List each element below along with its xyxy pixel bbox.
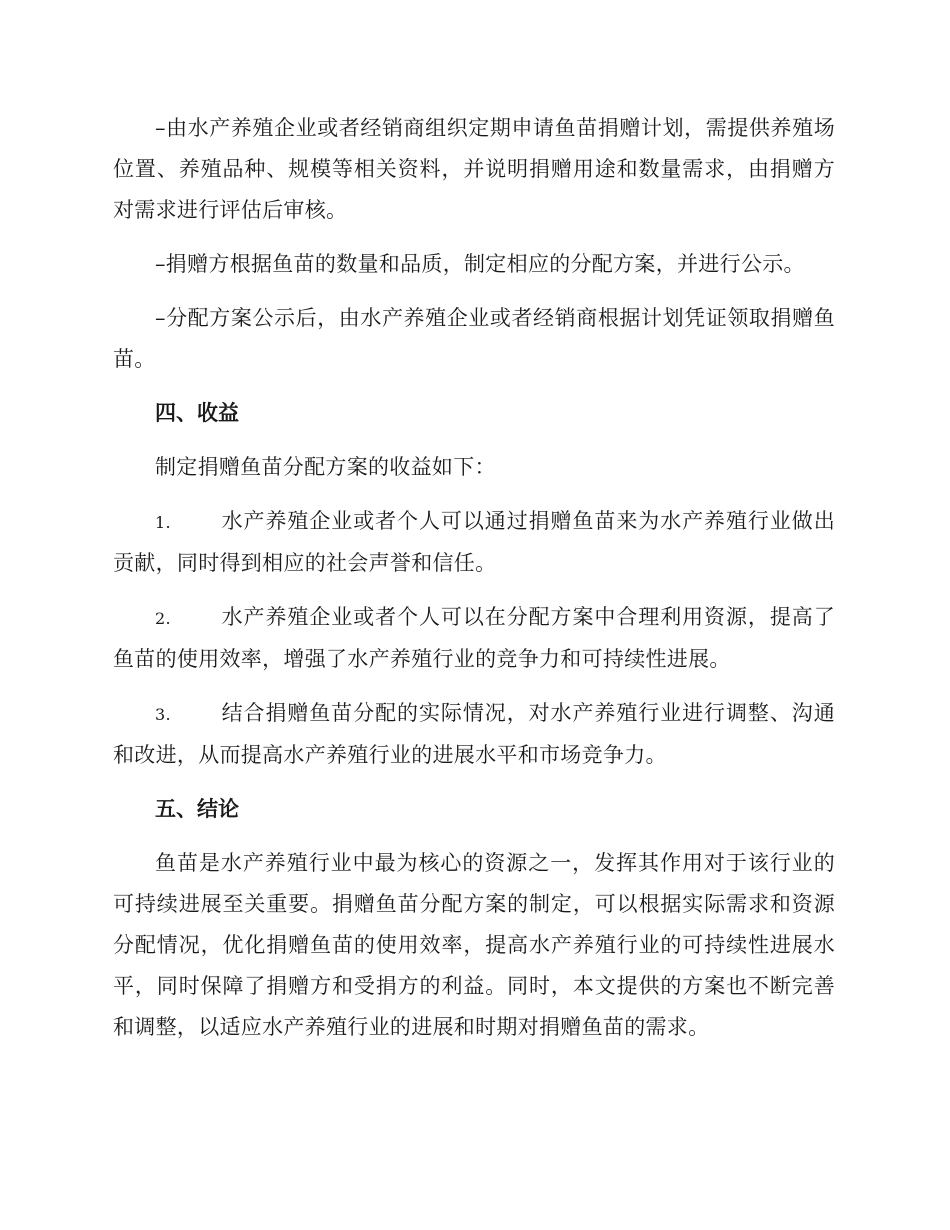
paragraph-application: –由水产养殖企业或者经销商组织定期申请鱼苗捐赠计划，需提供养殖场位置、养殖品种、规模等相关资料，并说明捐赠用途和数量需求，由捐赠方对需求进行评估后审核。 [113, 116, 835, 222]
list-item-text: 水产养殖企业或者个人可以通过捐赠鱼苗来为水产养殖行业做出贡献，同时得到相应的社会声誉和信任。 [113, 509, 835, 575]
list-number: 3. [155, 705, 171, 724]
list-number: 2. [155, 609, 171, 628]
section-heading-benefits: 四、收益 [155, 401, 239, 425]
list-number: 1. [155, 513, 171, 532]
paragraph-collection: –分配方案公示后，由水产养殖企业或者经销商根据计划凭证领取捐赠鱼苗。 [113, 306, 835, 371]
paragraph-distribution-plan: –捐赠方根据鱼苗的数量和品质，制定相应的分配方案，并进行公示。 [155, 252, 805, 276]
section-heading-conclusion: 五、结论 [155, 797, 239, 821]
benefit-item-2 [113, 597, 835, 680]
conclusion-paragraph: 鱼苗是水产养殖行业中最为核心的资源之一，发挥其作用对于该行业的可持续进展至关重要。捐赠鱼苗分配方案的制定，可以根据实际需求和资源分配情况，优化捐赠鱼苗的使用效率，提高水产养殖行业的可持续性进展水平，同时保障了捐赠方和受捐方的利益。同时，本文提供的方案也不断完善和调整，以适应水产养殖行业的进展和时期对捐赠鱼苗的需求。 [113, 851, 835, 1039]
list-item-text: 水产养殖企业或者个人可以在分配方案中合理利用资源，提高了鱼苗的使用效率，增强了水产养殖行业的竞争力和可持续性进展。 [113, 605, 835, 671]
benefit-item-1 [113, 501, 835, 584]
benefit-item-3 [113, 693, 835, 776]
list-item-text: 结合捐赠鱼苗分配的实际情况，对水产养殖行业进行调整、沟通和改进，从而提高水产养殖行业的进展水平和市场竞争力。 [113, 701, 835, 767]
document-page [113, 108, 835, 1061]
benefits-intro: 制定捐赠鱼苗分配方案的收益如下： [155, 455, 496, 479]
